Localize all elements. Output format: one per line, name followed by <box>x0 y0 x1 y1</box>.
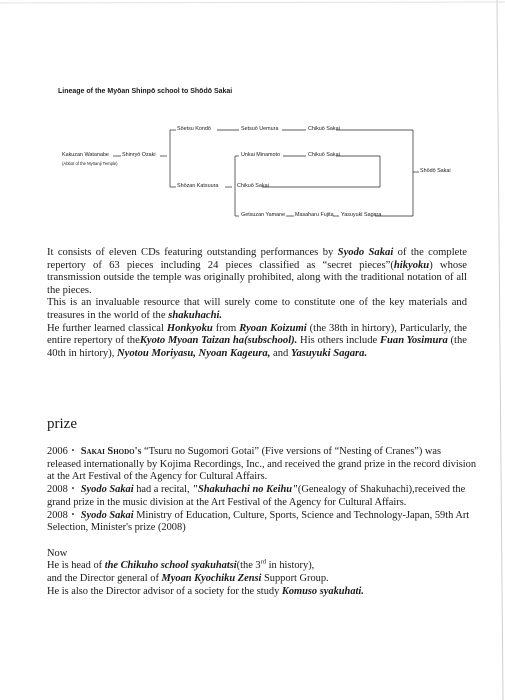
now-line-director: and the Director general of Myoan Kyochiku Zensi Support Group. <box>47 573 329 585</box>
node-shodo: Shōdō Sakai <box>420 168 451 174</box>
description-text <box>47 247 467 360</box>
lineage-diagram <box>0 0 505 240</box>
now-line-head: He is head of the Chikuho school syakuhatsi(the 3rd in history), <box>47 558 315 572</box>
lineage-title: Lineage of the Myōan Shinpō school to Shōdō Sakai <box>58 88 233 95</box>
paragraph-cds: It consists of eleven CDs featuring outstanding performances by Syodo Sakai of the complete repertory of 63 pieces including 24 pieces classified as “secret pieces”(hikyoku) whose transmission outside the temple was originally prohibited, along with the traditional notation of all the pieces. <box>47 247 468 296</box>
node-chikuo-2: Chikuō Sakai <box>308 152 340 158</box>
node-shozan: Shōzan Katsuura <box>177 183 219 189</box>
prize-entry-2008-recital: 2008・ Syodo Sakai had a recital, "Shakuhachi no Keihu"(Genealogy of Shakuhachi),received the grand prize in the music division at the Art Festival of the Agency for Cultural Affairs. <box>47 484 466 508</box>
node-chikuo-1: Chikuō Sakai <box>308 126 340 132</box>
node-shinryo: Shinryō Ozaki <box>122 152 156 158</box>
node-getsuzan: Getsuzan Yamane <box>241 212 286 218</box>
node-kakuzan: Kakuzan Watanabe <box>62 152 109 158</box>
node-unkai: Unkai Minamoto <box>241 152 280 158</box>
node-kakuzan-note: (Abbot of the Myōanji Temple) <box>62 161 118 166</box>
prize-entry-2006: 2006・ Sakai Shodo's “Tsuru no Sugomori Gotai” (Five versions of “Nesting of Cranes”) was released internationally by Kojima Recordings, Inc., and received the grand prize in the record division at the Art Festival of the Agency for Cultural Affairs. <box>47 446 477 483</box>
paragraph-teachers: He further learned classical Honkyoku from Ryoan Koizumi (the 38th in hirtory), Particularly, the entire repertory of theKyoto Myoan Taizan ha(subschool). His others include Fuan Yosimura (the 40th in hirtory), Nyotou Moriyasu, Nyoan Kageura, and Yasuyuki Sagara. <box>47 322 468 359</box>
prize-heading: prize <box>47 416 77 432</box>
node-chikuo-3: Chikuō Sakai <box>237 183 269 189</box>
node-setsuo: Setsuō Uemura <box>241 126 279 132</box>
now-line-advisor: He is also the Director advisor of a society for the study Komuso syakuhati. <box>47 585 364 597</box>
prize-entry-2008-minister: 2008・ Syodo Sakai Ministry of Education, Culture, Sports, Science and Technology-Japan, 59th Art Selection, Minister's prize (2008) <box>47 509 470 534</box>
prize-list <box>47 446 477 598</box>
now-label: Now <box>47 547 68 559</box>
node-masaharu: Masaharu Fujita <box>295 212 334 218</box>
node-yasuyuki: Yasuyuki Sagara <box>341 212 382 218</box>
paragraph-resource: This is an invaluable resource that will surely come to constitute one of the key materials and treasures in the world of the shakuhachi. <box>47 297 467 321</box>
node-soetsu: Sōetsu Kondō <box>177 126 211 132</box>
